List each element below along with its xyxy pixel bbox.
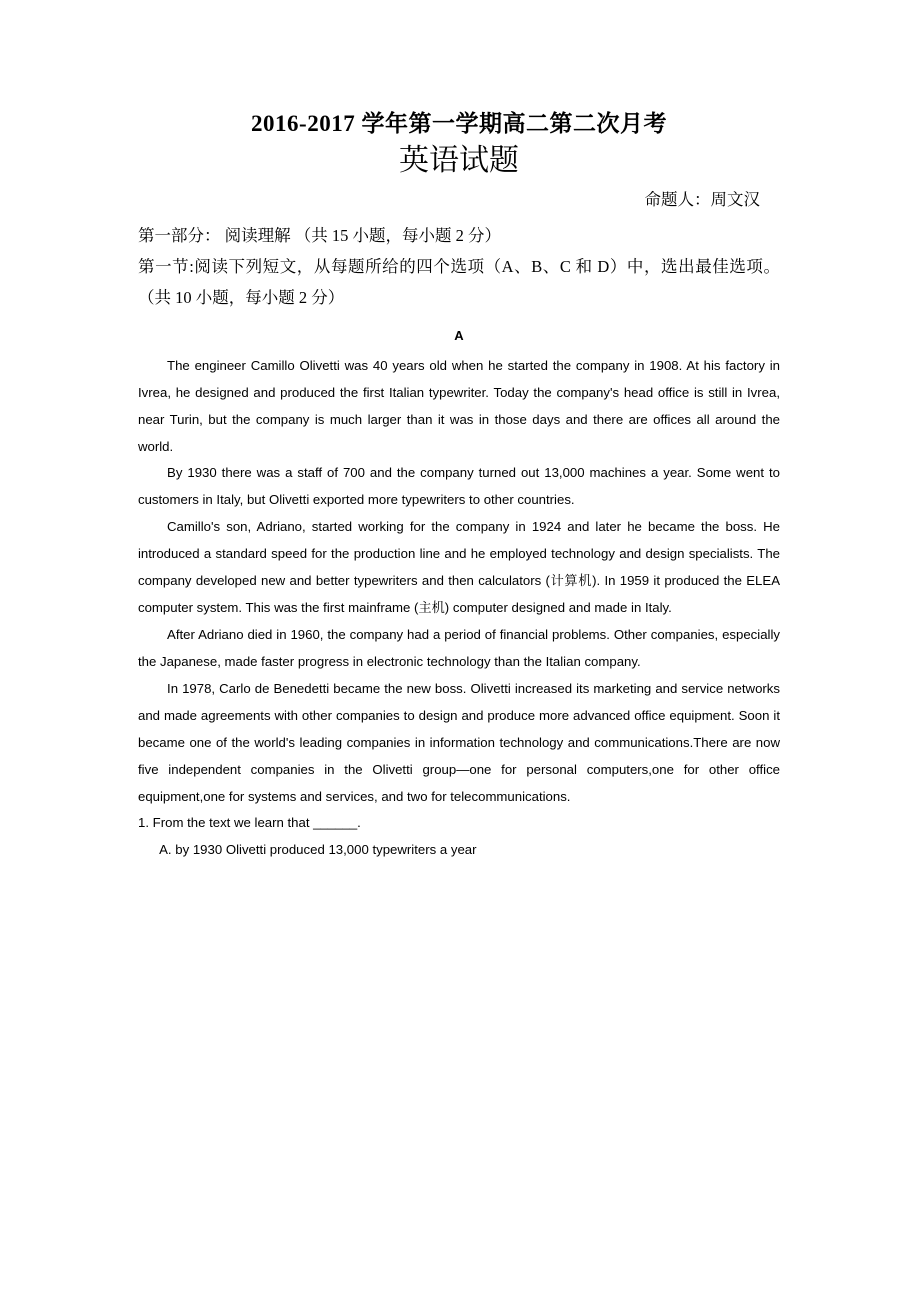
passage-label: A xyxy=(454,327,464,343)
part-one-heading: 第一部分： 阅读理解 （共 15 小题，每小题 2 分） xyxy=(138,225,501,245)
passage-paragraph: The engineer Camillo Olivetti was 40 years old when he started the company in 1908. At his factory in Ivrea, he designed and produced the first Italian typewriter. Today the company's head office is still in Ivrea, near Turin, but the company is much larger than it was in those days and there are offices all around the world. xyxy=(138,357,780,454)
page-subtitle: 英语试题 xyxy=(399,143,519,177)
passage-paragraph: By 1930 there was a staff of 700 and the company turned out 13,000 machines a year. Some went to customers in Italy, but Olivetti exported more typewriters to other countries. xyxy=(138,465,780,508)
author-line: 命题人：周文汉 xyxy=(644,189,760,209)
passage-paragraph: Camillo's son, Adriano, started working for the company in 1924 and later he became the boss. He introduced a standard speed for the production line and he employed technology and design specialists. The company developed new and better typewriters and then calculators (计算机). In 1959 it produced the ELEA computer system. This was the first mainframe (主机) computer designed and made in Italy. xyxy=(138,519,780,616)
section-one-heading: 第一节:阅读下列短文，从每题所给的四个选项（A、B、C 和 D）中，选出最佳选项。（共 10 小题，每小题 2 分） xyxy=(138,257,780,308)
passage-paragraph: In 1978, Carlo de Benedetti became the new boss. Olivetti increased its marketing and service networks and made agreements with other companies to design and produce more advanced office equipment. Soon it became one of the world's leading companies in information technology and communications.There are now five independent companies in the Olivetti group—one for personal computers,one for other office equipment,one for systems and services, and two for telecommunications. xyxy=(138,680,780,804)
page-title: 2016-2017 学年第一学期高二第二次月考 xyxy=(251,111,667,136)
passage-paragraph: After Adriano died in 1960, the company had a period of financial problems. Other companies, especially the Japanese, made faster progress in electronic technology than the Italian company. xyxy=(138,627,780,669)
question-1-option-a: A. by 1930 Olivetti produced 13,000 typewriters a year xyxy=(159,842,477,858)
question-1: 1. From the text we learn that ______. xyxy=(138,815,361,831)
